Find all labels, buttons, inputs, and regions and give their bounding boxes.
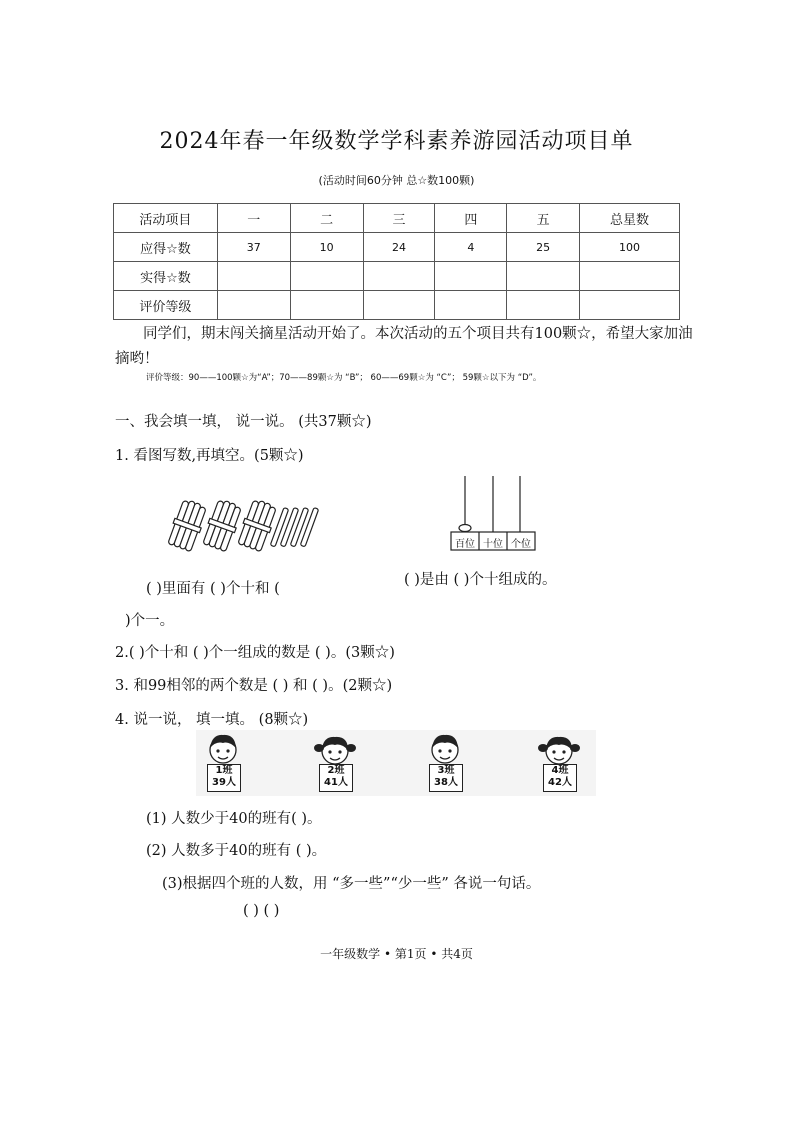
table-header-cell: 一 (217, 204, 290, 233)
table-cell-input[interactable] (507, 291, 580, 320)
class-sign (543, 764, 577, 792)
question-4-sub-3: (3)根据四个班的人数，用 “多一些”“少一些” 各说一句话。 (162, 876, 541, 892)
table-cell-input[interactable] (580, 262, 680, 291)
table-cell-input[interactable] (290, 262, 363, 291)
table-cell: 10 (290, 233, 363, 262)
table-cell: 100 (580, 233, 680, 262)
grading-note: 评价等级：90——100颗☆为“A”；70——89颗☆为 “B”； 60——69颗☆为 “C”； 59颗☆以下为 “D”。 (146, 373, 542, 383)
table-cell-input[interactable] (435, 291, 507, 320)
table-header-cell: 活动项目 (114, 204, 218, 233)
table-row-label: 应得☆数 (114, 233, 218, 262)
kid-figure (198, 730, 248, 796)
table-cell-input[interactable] (507, 262, 580, 291)
table-cell: 24 (363, 233, 435, 262)
question-4-stem: 4. 说一说， 填一填。 (8颗☆) (115, 712, 309, 728)
class-count: 41人 (324, 777, 348, 788)
table-row (114, 291, 680, 320)
table-row-label: 评价等级 (114, 291, 218, 320)
table-cell-input[interactable] (580, 291, 680, 320)
question-4-sub-1: (1) 人数少于40的班有( )。 (146, 811, 322, 827)
class-count: 39人 (212, 777, 236, 788)
question-1-left-text: ( )里面有 ( )个十和 ( (146, 581, 280, 597)
class-name: 3班 (437, 765, 455, 776)
table-cell-input[interactable] (363, 291, 435, 320)
question-1-left-text-cont: )个一。 (125, 613, 175, 629)
table-cell: 4 (435, 233, 507, 262)
class-name: 2班 (327, 765, 345, 776)
page-subtitle: (活动时间60分钟 总☆数100颗) (318, 174, 475, 187)
table-row-label: 实得☆数 (114, 262, 218, 291)
answer-blanks[interactable]: ( ) ( ) (243, 903, 280, 919)
kid-figure (420, 730, 470, 796)
table-cell-input[interactable] (290, 291, 363, 320)
table-cell-input[interactable] (435, 262, 507, 291)
table-cell-input[interactable] (217, 291, 290, 320)
question-3: 3. 和99相邻的两个数是 ( ) 和 ( )。(2颗☆) (115, 678, 393, 694)
class-name: 1班 (215, 765, 233, 776)
question-4-sub-2: (2) 人数多于40的班有 ( )。 (146, 843, 327, 859)
question-1-stem: 1. 看图写数,再填空。(5颗☆) (115, 448, 304, 464)
section-heading: 一、我会填一填， 说一说。 (共37颗☆) (115, 414, 372, 430)
intro-paragraph: 同学们，期末闯关摘星活动开始了。本次活动的五个项目共有100颗☆，希望大家加油摘哟！ (115, 326, 693, 367)
stick-bundles-icon (165, 497, 325, 555)
class-sign (319, 764, 353, 792)
kid-figure (310, 730, 360, 796)
table-header-row (114, 204, 680, 233)
table-header-cell: 三 (363, 204, 435, 233)
abacus-label: 个位 (511, 539, 531, 550)
table-header-cell: 五 (507, 204, 580, 233)
class-count: 38人 (434, 777, 458, 788)
question-1-right-text: ( )是由 ( )个十组成的。 (404, 572, 557, 588)
class-sign (429, 764, 463, 792)
page-footer: 一年级数学 • 第1页 • 共4页 (320, 947, 473, 961)
table-cell: 25 (507, 233, 580, 262)
kid-figure (534, 730, 584, 796)
table-header-cell: 四 (435, 204, 507, 233)
table-row (114, 262, 680, 291)
score-table (113, 203, 680, 320)
class-sign (207, 764, 241, 792)
class-name: 4班 (551, 765, 569, 776)
question-2: 2.( )个十和 ( )个一组成的数是 ( )。(3颗☆) (115, 645, 395, 661)
table-cell-input[interactable] (363, 262, 435, 291)
table-header-cell: 总星数 (580, 204, 680, 233)
abacus-label: 十位 (483, 539, 503, 550)
table-header-cell: 二 (290, 204, 363, 233)
page-title: 2024年春一年级数学学科素养游园活动项目单 (159, 129, 634, 154)
class-count: 42人 (548, 777, 572, 788)
abacus-label: 百位 (455, 539, 475, 550)
table-row (114, 233, 680, 262)
table-cell-input[interactable] (217, 262, 290, 291)
table-cell: 37 (217, 233, 290, 262)
